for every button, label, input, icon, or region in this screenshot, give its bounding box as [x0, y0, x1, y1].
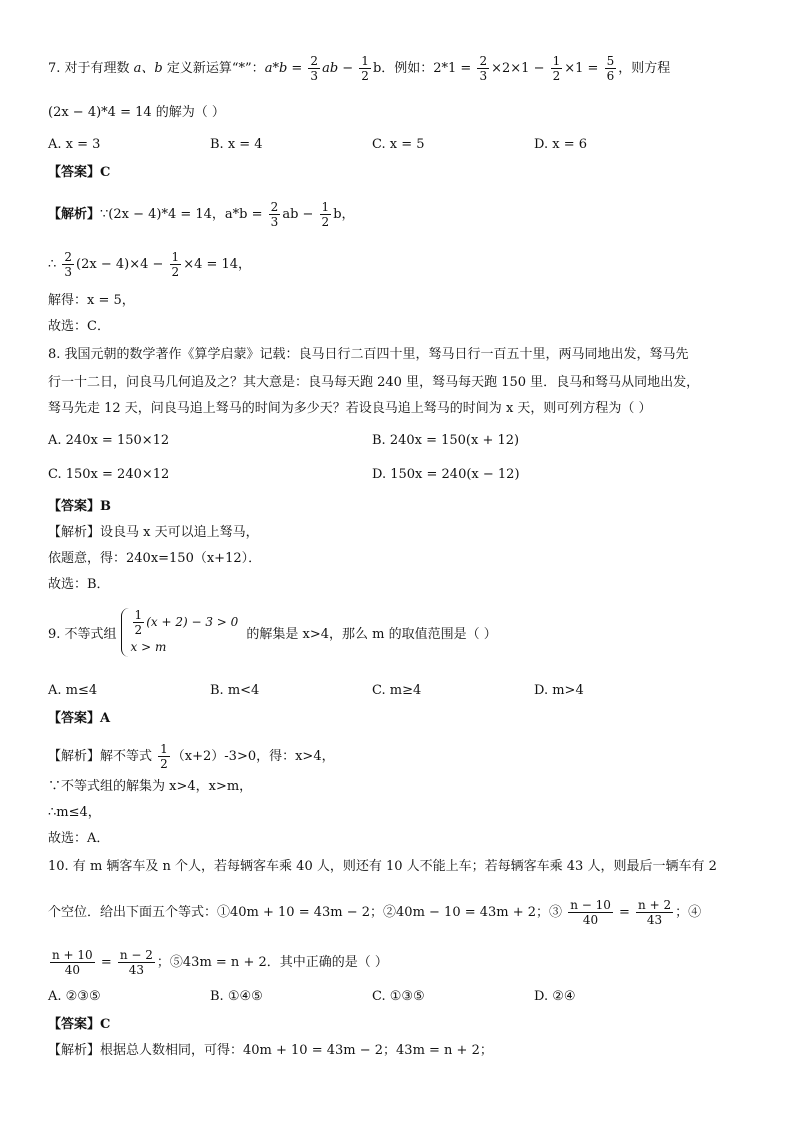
fraction: $\frac{2}{3}$ [64, 250, 73, 279]
option-c: C. ①③⑤ [372, 989, 425, 1004]
option-a: A. 240x = 150×12 [48, 433, 170, 448]
option-b: B. x = 4 [210, 137, 263, 152]
q10-stem-line2: 个空位．给出下面五个等式：①40m + 10 = 43m − 2；②40m − 10 = 43m + 2；③ $\frac{n - 10}{40}$ = $\frac{n + 2}{43}$ ；④ [48, 898, 702, 927]
option-c: C. m≥4 [372, 683, 422, 698]
option-a: A. x = 3 [48, 137, 101, 152]
system-row-1: $\frac{1}{2}$ (x + 2) − 3 > 0 [134, 608, 239, 637]
option-a: A. m≤4 [48, 683, 98, 698]
q7-ex-mid2: ×1 = [564, 61, 603, 76]
q7-ex-mid: ×2×1 − [491, 61, 549, 76]
q9-answer: 【答案】A [48, 711, 111, 726]
fraction: $\frac{1}{2}$ [361, 54, 369, 83]
q9-analysis3: ∴m≤4， [48, 805, 101, 820]
q10-stem-line1: 10. 有 m 辆客车及 n 个人，若每辆客车乘 40 人，则还有 10 人不能上车；若每辆客车乘 43 人，则最后一辆车有 2 [48, 859, 717, 874]
fraction: $\frac{1}{2}$ [134, 608, 143, 637]
inequality-system [121, 608, 239, 657]
option-c: C. 150x = 240×12 [48, 467, 170, 482]
brace-icon [121, 608, 130, 657]
fraction: $\frac{n - 2}{43}$ [119, 948, 153, 977]
fraction: $\frac{5}{6}$ [606, 54, 615, 83]
q7-def-mid: ab − [322, 61, 358, 76]
q8-stem-line3: 驽马先走 12 天，问良马追上驽马的时间为多少天？若设良马追上驽马的时间为 x 天，则可列方程为（ ） [48, 401, 652, 416]
fraction: $\frac{1}{2}$ [552, 54, 561, 83]
fraction: $\frac{2}{3}$ [310, 54, 319, 83]
fraction: $\frac{2}{3}$ [270, 200, 279, 229]
fraction: $\frac{1}{2}$ [160, 742, 168, 771]
option-d: D. m>4 [534, 683, 584, 698]
q7-text: 定义新运算“*”： [162, 61, 265, 76]
fraction: $\frac{1}{2}$ [321, 200, 330, 229]
q7-stem-line1 [48, 54, 670, 83]
fraction: $\frac{n - 10}{40}$ [570, 898, 611, 927]
q10-stem-line3: $\frac{n + 10}{40}$ = $\frac{n - 2}{43}$ ；⑤43m = n + 2．其中正确的是（ ） [52, 948, 388, 977]
fraction: $\frac{1}{2}$ [171, 250, 180, 279]
option-d: D. 150x = 240(x − 12) [372, 467, 520, 482]
option-d: D. x = 6 [534, 137, 587, 152]
q9-stem [48, 608, 497, 657]
system-row-2: x > m [130, 640, 167, 654]
option-a: A. ②③⑤ [48, 989, 101, 1004]
q7-vars: a、b [133, 61, 163, 76]
q8-stem-line1: 8. 我国元朝的数学著作《算学启蒙》记载：良马日行二百四十里，驽马日行一百五十里，两马同地出发，驽马先 [48, 347, 689, 362]
q9-analysis: 【解析】解不等式 $\frac{1}{2}$ （x+2）-3>0，得：x>4， [48, 742, 335, 771]
option-d: D. ②④ [534, 989, 576, 1004]
q7-analysis-line2: ∴ $\frac{2}{3}$ (2x − 4)×4 − $\frac{1}{2}$ ×4 = 14， [48, 250, 252, 279]
q7-analysis-line1: 【解析】∵(2x − 4)*4 = 14，a*b = $\frac{2}{3}$ ab − $\frac{1}{2}$ b， [48, 200, 355, 229]
q8-answer: 【答案】B [48, 499, 111, 514]
q7-text: ，则方程 [618, 61, 671, 76]
q7-answer: 【答案】C [48, 165, 111, 180]
option-b: B. 240x = 150(x + 12) [372, 433, 520, 448]
q9-suffix: 的解集是 x>4，那么 m 的取值范围是（ ） [242, 627, 497, 642]
q7-stem-line2: (2x − 4)*4 = 14 的解为（ ） [48, 105, 225, 120]
q8-stem-line2: 行一十二日，问良马几何追及之？其大意是：良马每天跑 240 里，驽马每天跑 150 里．良马和驽马从同地出发， [48, 375, 700, 390]
q7-text: 7. 对于有理数 [48, 61, 134, 76]
q9-choose: 故选：A． [48, 831, 110, 846]
q10-answer: 【答案】C [48, 1017, 111, 1032]
q9-prefix: 9. 不等式组 [48, 627, 117, 642]
option-b: B. ①④⑤ [210, 989, 263, 1004]
q7-def-end: b．例如：2*1 = [372, 61, 476, 76]
option-c: C. x = 5 [372, 137, 425, 152]
q7-def-lhs: a*b = [264, 61, 307, 76]
q8-choose: 故选：B． [48, 577, 110, 592]
fraction: $\frac{2}{3}$ [479, 54, 488, 83]
fraction: $\frac{n + 10}{40}$ [52, 948, 93, 977]
option-b: B. m<4 [210, 683, 260, 698]
q8-analysis2: 依题意，得：240x=150（x+12）． [48, 551, 262, 566]
q10-analysis: 【解析】根据总人数相同，可得：40m + 10 = 43m − 2；43m = n + 2； [48, 1043, 493, 1058]
q7-choose: 故选：C． [48, 319, 110, 334]
q8-analysis: 【解析】设良马 x 天可以追上驽马， [48, 525, 259, 540]
q7-solve: 解得：x = 5， [48, 293, 135, 308]
fraction: $\frac{n + 2}{43}$ [638, 898, 672, 927]
analysis-label: 【解析】 [48, 207, 101, 222]
q9-analysis2: ∵不等式组的解集为 x>4，x>m， [48, 779, 253, 794]
